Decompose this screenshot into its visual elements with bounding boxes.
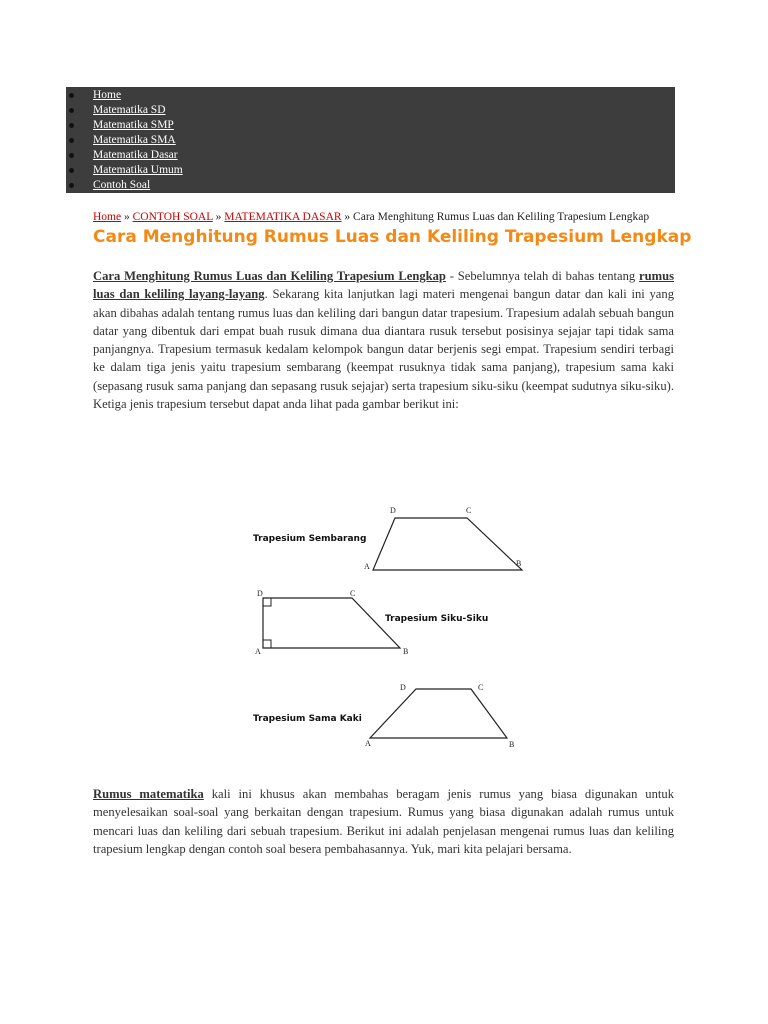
nav-item-matematika-dasar[interactable] — [66, 148, 675, 163]
vertex-b-1: B — [516, 559, 522, 568]
nav-link-contoh-soal[interactable]: Contoh Soal — [93, 179, 151, 191]
vertex-b-3: B — [509, 740, 515, 749]
breadcrumb-separator: » — [215, 211, 222, 223]
nav-item-home[interactable] — [66, 88, 675, 103]
nav-link-matematika-smp[interactable]: Matematika SMP — [93, 119, 174, 131]
bullet-icon — [69, 153, 74, 158]
vertex-c-3: C — [478, 683, 484, 692]
breadcrumb-separator: » — [344, 211, 351, 223]
vertex-b-2: B — [403, 647, 409, 656]
rumus-text-1: kali ini khusus akan membahas beragam jenis rumus yang biasa digunakan untuk menyelesaikan soal-soal yang berkaitan dengan trapesium. Rumus yang biasa digunakan adalah rumus untuk mencari luas dan keliling dari sebuah trapesium. Berikut ini adalah penjelasan mengenai rumus luas dan keliling trapesium lengkap dengan contoh soal besera pembahasannya. Yuk, mari kita pelajari bersama. — [93, 787, 674, 856]
vertex-c-2: C — [350, 589, 356, 598]
nav-link-matematika-umum[interactable]: Matematika Umum — [93, 164, 183, 176]
right-angle-mark-top — [263, 598, 271, 606]
article-intro-paragraph — [93, 267, 674, 413]
bullet-icon — [69, 138, 74, 143]
breadcrumb-separator: » — [123, 211, 130, 223]
trapezoid-sembarang-shape — [373, 518, 522, 570]
vertex-d-1: D — [390, 506, 396, 515]
nav-link-matematika-sd[interactable]: Matematika SD — [93, 104, 166, 116]
rumus-matematika-link[interactable]: Rumus matematika — [93, 787, 204, 801]
right-angle-mark-bottom — [263, 640, 271, 648]
article-self-link[interactable]: Cara Menghitung Rumus Luas dan Keliling Trapesium Lengkap — [93, 269, 446, 283]
layang-layang-link[interactable]: rumus luas dan keliling layang-layang — [93, 269, 674, 302]
breadcrumb-contoh-soal-link[interactable]: CONTOH SOAL — [132, 211, 213, 223]
intro-text-1: - Sebelumnya telah di bahas tentang — [445, 269, 639, 283]
vertex-a-1: A — [364, 562, 370, 571]
nav-list — [66, 87, 675, 193]
bullet-icon — [69, 93, 74, 98]
label-trapesium-siku-siku: Trapesium Siku-Siku — [385, 614, 489, 624]
bullet-icon — [69, 168, 74, 173]
bullet-icon — [69, 183, 74, 188]
nav-item-matematika-sd[interactable] — [66, 103, 675, 118]
article-rumus-paragraph — [93, 785, 674, 858]
bullet-icon — [69, 108, 74, 113]
nav-link-matematika-sma[interactable]: Matematika SMA — [93, 134, 176, 146]
nav-link-matematika-dasar[interactable]: Matematika Dasar — [93, 149, 178, 161]
nav-item-matematika-sma[interactable] — [66, 133, 675, 148]
vertex-c-1: C — [466, 506, 472, 515]
vertex-d-3: D — [400, 683, 406, 692]
intro-text-2: . Sekarang kita lanjutkan lagi materi mengenai bangun datar dan kali ini yang akan dibahas adalah tentang rumus luas dan keliling dari bangun datar trapesium. Trapesium adalah sebuah bangun datar yang dibentuk dari empat buah rusuk dimana dua diantara rusuk tersebut posisinya sejajar tapi tidak sama panjangnya. Trapesium termasuk kedalam kelompok bangun datar berjenis segi empat. Trapesium sendiri terbagi ke dalam tiga jenis yaitu trapesium sembarang (keempat rusuknya tidak sama panjang), trapesium sama kaki (sepasang rusuk sama panjang dan sepasang rusuk sejajar) serta trapesium siku-siku (keempat sudutnya siku-siku). Ketiga jenis trapesium tersebut dapat anda lihat pada gambar berikut ini: — [93, 287, 674, 412]
vertex-a-3: A — [365, 739, 371, 748]
label-trapesium-sembarang: Trapesium Sembarang — [253, 534, 367, 544]
bullet-icon — [69, 123, 74, 128]
article-title: Cara Menghitung Rumus Luas dan Keliling Trapesium Lengkap — [93, 227, 692, 247]
breadcrumb — [93, 211, 649, 223]
trapezoid-siku-shape — [263, 598, 400, 648]
breadcrumb-matematika-dasar-link[interactable]: MATEMATIKA DASAR — [224, 211, 342, 223]
breadcrumb-home-link[interactable]: Home — [93, 211, 122, 223]
vertex-d-2: D — [257, 589, 263, 598]
nav-item-matematika-umum[interactable] — [66, 163, 675, 178]
trapezoid-figure — [240, 500, 540, 755]
nav-link-home[interactable]: Home — [93, 89, 122, 101]
top-nav — [66, 87, 675, 193]
breadcrumb-current: Cara Menghitung Rumus Luas dan Keliling Trapesium Lengkap — [353, 211, 650, 223]
nav-item-contoh-soal[interactable] — [66, 178, 675, 193]
trapezoid-diagram — [240, 500, 540, 755]
vertex-a-2: A — [255, 647, 261, 656]
label-trapesium-sama-kaki: Trapesium Sama Kaki — [253, 714, 362, 724]
nav-item-matematika-smp[interactable] — [66, 118, 675, 133]
trapezoid-sama-kaki-shape — [370, 689, 507, 738]
